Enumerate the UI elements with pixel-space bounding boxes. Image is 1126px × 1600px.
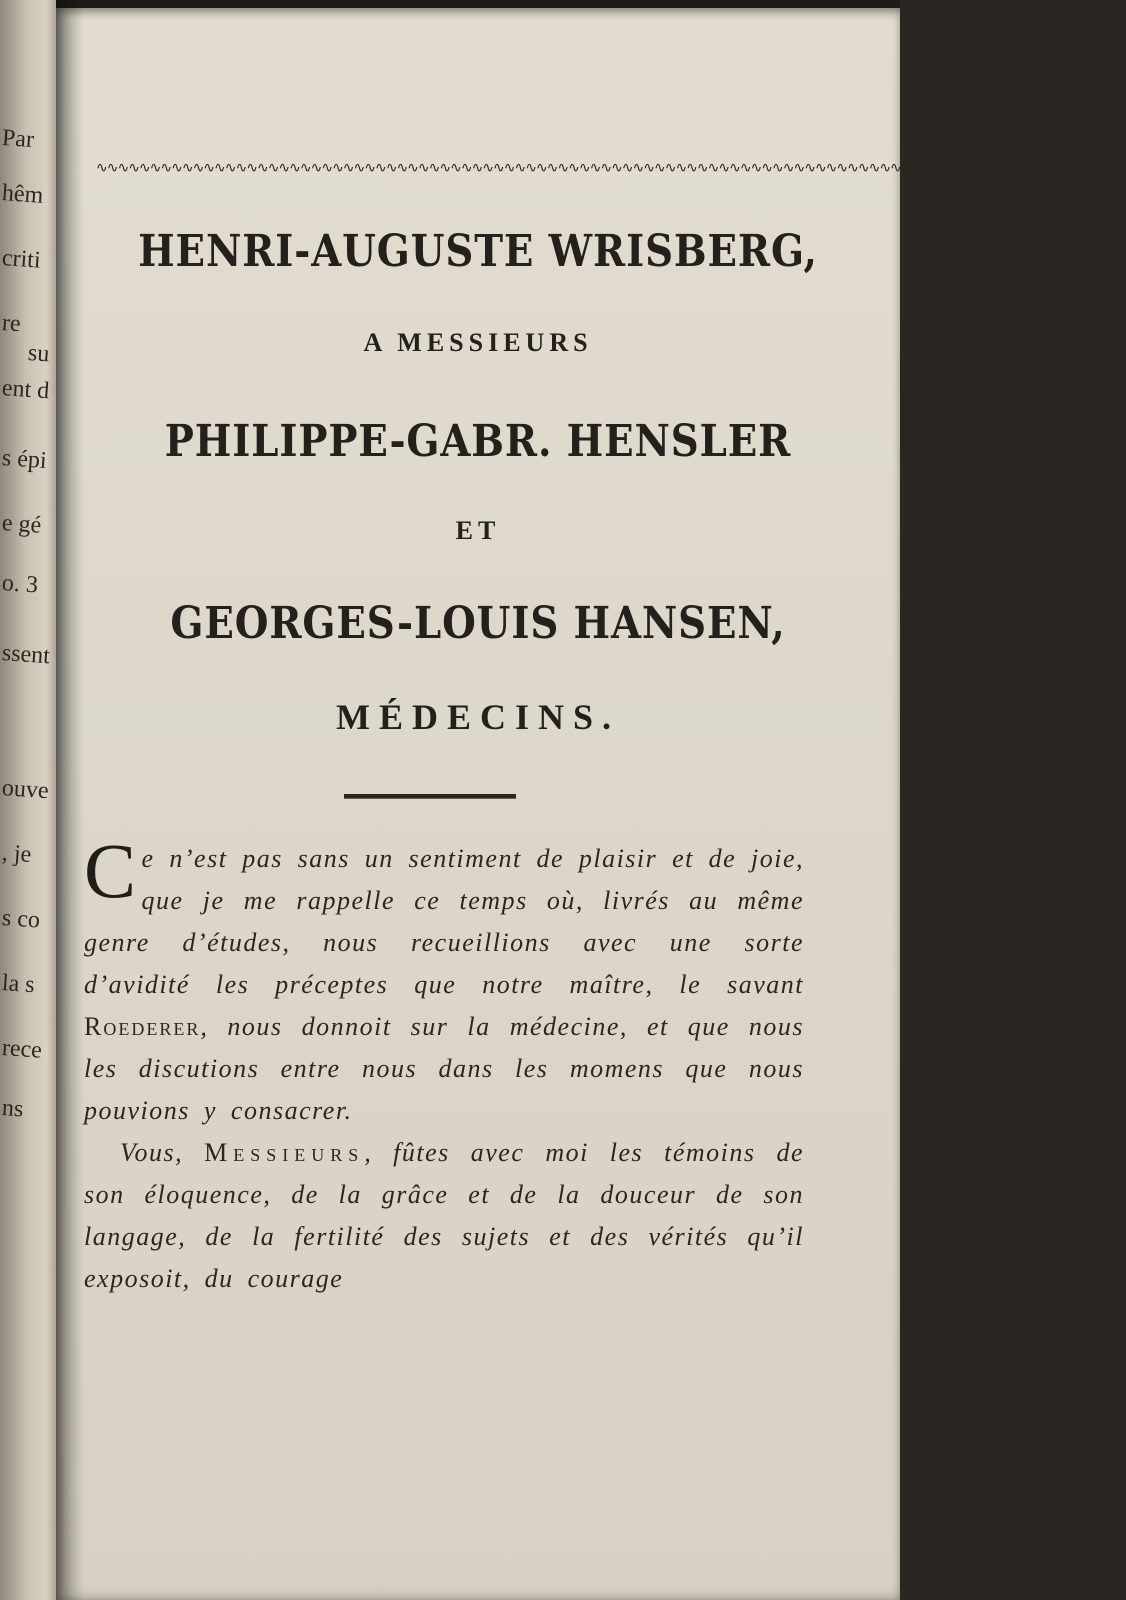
paragraph-2 xyxy=(84,1132,804,1300)
profession-heading: MÉDECINS. xyxy=(335,697,621,737)
drop-cap: C xyxy=(84,827,138,914)
name-roederer: Roederer xyxy=(84,1012,201,1041)
salutation-heading: A MESSIEURS xyxy=(363,328,593,357)
facing-page-fragment: re xyxy=(1,310,22,338)
recipient-1-heading: PHILIPPE-GABR. HENSLER xyxy=(164,416,792,467)
facing-page-fragment: ns xyxy=(1,1095,25,1123)
facing-page-fragment: ssent xyxy=(1,640,51,670)
paragraph-2-text-a: Vous, xyxy=(120,1138,205,1167)
conjunction-heading: ET xyxy=(455,516,501,545)
book-page xyxy=(56,8,1126,1600)
paragraph-1-text-a: e n’est pas sans un sentiment de plaisir et de joie, que je me rappelle ce temps où, livrés au même genre d’études, nous recueillions avec une sorte d’avidité les préceptes que notre maître, le savant xyxy=(84,844,804,999)
facing-page-fragment: su xyxy=(27,340,51,368)
paragraph-2-text-b: , fûtes avec moi les témoins de son éloquence, de la grâce et de la douceur de son langage, de la fertilité des sujets et des vérités qu’il exposoit, du courage xyxy=(84,1138,804,1293)
facing-page-fragment: Par xyxy=(1,125,35,154)
facing-page-fragment: la s xyxy=(1,970,36,999)
facing-page-fragment: rece xyxy=(1,1035,43,1064)
facing-page-edge xyxy=(0,0,58,1600)
facing-page-fragment: , je xyxy=(1,840,33,869)
facing-page-fragment: ouve xyxy=(1,775,50,805)
author-heading: HENRI-AUGUSTE WRISBERG, xyxy=(138,226,818,277)
facing-page-fragment: hêm xyxy=(1,180,45,209)
section-divider xyxy=(344,794,516,799)
paragraph-1-text-b: , nous donnoit sur la médecine, et que nous les discutions entre nous dans les momens que nous pouvions y consacrer. xyxy=(84,1012,804,1125)
recipient-2-heading: GEORGES-LOUIS HANSEN, xyxy=(170,598,786,649)
facing-page-fragment: ent d xyxy=(1,375,51,405)
letter-body xyxy=(84,827,804,1300)
facing-page-fragment: s épi xyxy=(1,445,48,475)
facing-page-fragment: criti xyxy=(1,245,42,274)
facing-page-fragment: e gé xyxy=(1,510,43,539)
ornamental-border: ∿∿∿∿∿∿∿∿∿∿∿∿∿∿∿∿∿∿∿∿∿∿∿∿∿∿∿∿∿∿∿∿∿∿∿∿∿∿∿∿∿∿∿∿∿∿∿∿∿∿∿∿∿∿∿∿∿∿∿∿∿∿∿∿∿∿∿∿∿∿∿∿∿∿∿∿∿∿∿∿∿∿∿∿∿∿∿∿∿∿∿∿∿∿∿∿ xyxy=(96,161,1126,176)
name-messieurs: Messieurs xyxy=(204,1138,365,1167)
facing-page-fragment: s co xyxy=(1,905,41,934)
paragraph-1 xyxy=(84,827,804,1132)
facing-page-fragment: o. 3 xyxy=(1,570,39,599)
